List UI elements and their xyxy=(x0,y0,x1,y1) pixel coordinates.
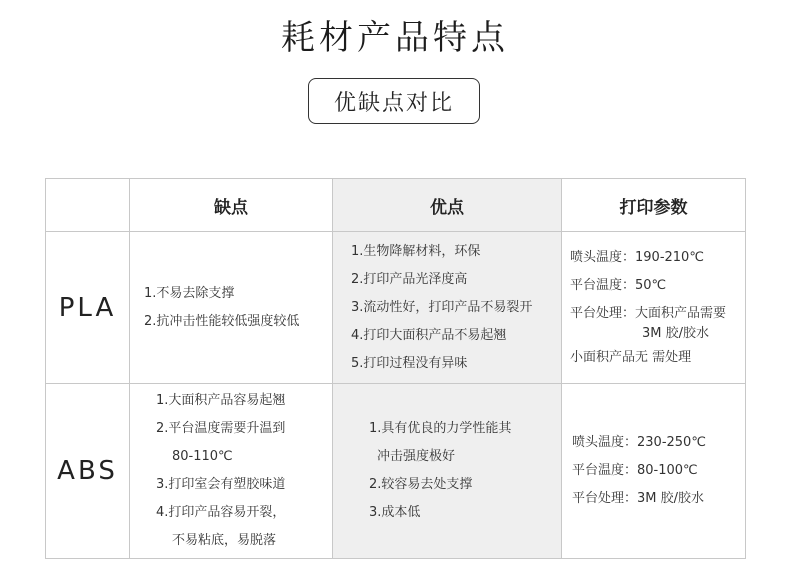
list-item: 3.成本低 xyxy=(369,505,421,520)
params-cell xyxy=(562,232,746,384)
comparison-badge: 优缺点对比 xyxy=(308,78,480,124)
pros-cell xyxy=(333,384,562,559)
list-item: 4.打印产品容易开裂， xyxy=(156,505,286,520)
list-item: 5.打印过程没有异味 xyxy=(351,355,468,371)
list-item: 1.大面积产品容易起翘 xyxy=(156,393,286,408)
header-cons: 缺点 xyxy=(130,179,333,232)
list-item: 喷头温度：230-250℃ xyxy=(572,435,706,450)
list-item: 平台处理：3M 胶/胶水 xyxy=(572,491,704,506)
list-item: 3.打印室会有塑胶味道 xyxy=(156,477,286,492)
list-item: 80-110℃ xyxy=(172,449,233,464)
list-item: 平台温度：50℃ xyxy=(570,277,667,293)
list-item: 喷头温度：190-210℃ xyxy=(570,249,704,265)
list-item: 4.打印大面积产品不易起翘 xyxy=(351,327,507,343)
material-label: ABS xyxy=(46,384,130,559)
list-item: 2.较容易去处支撑 xyxy=(369,477,473,492)
table-row-abs xyxy=(46,384,746,559)
list-item: 3M 胶/胶水 xyxy=(642,325,709,341)
comparison-table xyxy=(45,178,746,559)
cons-cell xyxy=(130,384,333,559)
cons-cell xyxy=(130,232,333,384)
page-title: 耗材产品特点 xyxy=(281,18,509,58)
list-item: 3.流动性好，打印产品不易裂开 xyxy=(351,299,533,315)
list-item: 平台温度：80-100℃ xyxy=(572,463,698,478)
list-item: 平台处理：大面积产品需要 xyxy=(570,305,727,321)
material-label: PLA xyxy=(46,232,130,384)
list-item: 冲击强度极好 xyxy=(377,449,456,464)
list-item: 小面积产品无 需处理 xyxy=(570,349,692,365)
list-item: 1.具有优良的力学性能其 xyxy=(369,421,512,436)
list-item: 不易粘底，易脱落 xyxy=(172,533,277,548)
params-cell xyxy=(562,384,746,559)
table-row-pla xyxy=(46,232,746,384)
list-item: 2.平台温度需要升温到 xyxy=(156,421,286,436)
list-item: 2.抗冲击性能较低强度较低 xyxy=(144,313,300,329)
header-params: 打印参数 xyxy=(562,179,746,232)
list-item: 1.不易去除支撑 xyxy=(144,285,235,301)
header-pros: 优点 xyxy=(333,179,562,232)
table-header-row xyxy=(46,179,746,232)
header-corner xyxy=(46,179,130,232)
list-item: 1.生物降解材料，环保 xyxy=(351,243,481,259)
list-item: 2.打印产品光泽度高 xyxy=(351,271,468,287)
pros-cell xyxy=(333,232,562,384)
